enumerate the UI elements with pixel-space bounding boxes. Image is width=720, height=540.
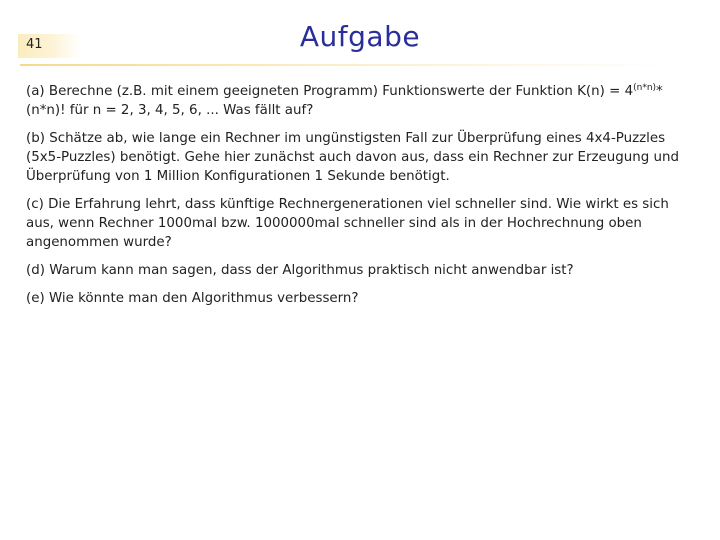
task-d: (d) Warum kann man sagen, dass der Algorithmus praktisch nicht anwendbar ist? xyxy=(26,263,574,278)
task-a xyxy=(26,82,686,120)
task-b: (b) Schätze ab, wie lange ein Rechner im ungünstigsten Fall zur Überprüfung eines 4x4-Puzzles (5x5-Puzzles) benötigt. Gehe hier zunächst auch davon aus, dass ein Rechner zur Erzeugung und Überprüfung von 1 Million Konfigurationen 1 Sekunde benötigt. xyxy=(26,131,679,184)
task-c: (c) Die Erfahrung lehrt, dass künftige Rechnergenerationen viel schneller sind. Wie wirkt es sich aus, wenn Rechner 1000mal bzw. 1000000mal schneller sind als in der Hochrechnung oben angenommen wurde? xyxy=(26,197,669,250)
task-a-text-end: *(n*n)! für n = 2, 3, 4, 5, 6, ... Was fällt auf? xyxy=(26,84,663,118)
task-list xyxy=(26,82,686,317)
task-a-exponent: (n*n) xyxy=(633,83,657,93)
title-divider xyxy=(20,64,670,66)
task-e: (e) Wie könnte man den Algorithmus verbessern? xyxy=(26,291,359,306)
task-a-text-start: (a) Berechne (z.B. mit einem geeigneten Programm) Funktionswerte der Funktion K(n) = 4 xyxy=(26,84,634,99)
slide-number: 41 xyxy=(26,37,43,52)
page-title: Aufgabe xyxy=(299,20,421,53)
